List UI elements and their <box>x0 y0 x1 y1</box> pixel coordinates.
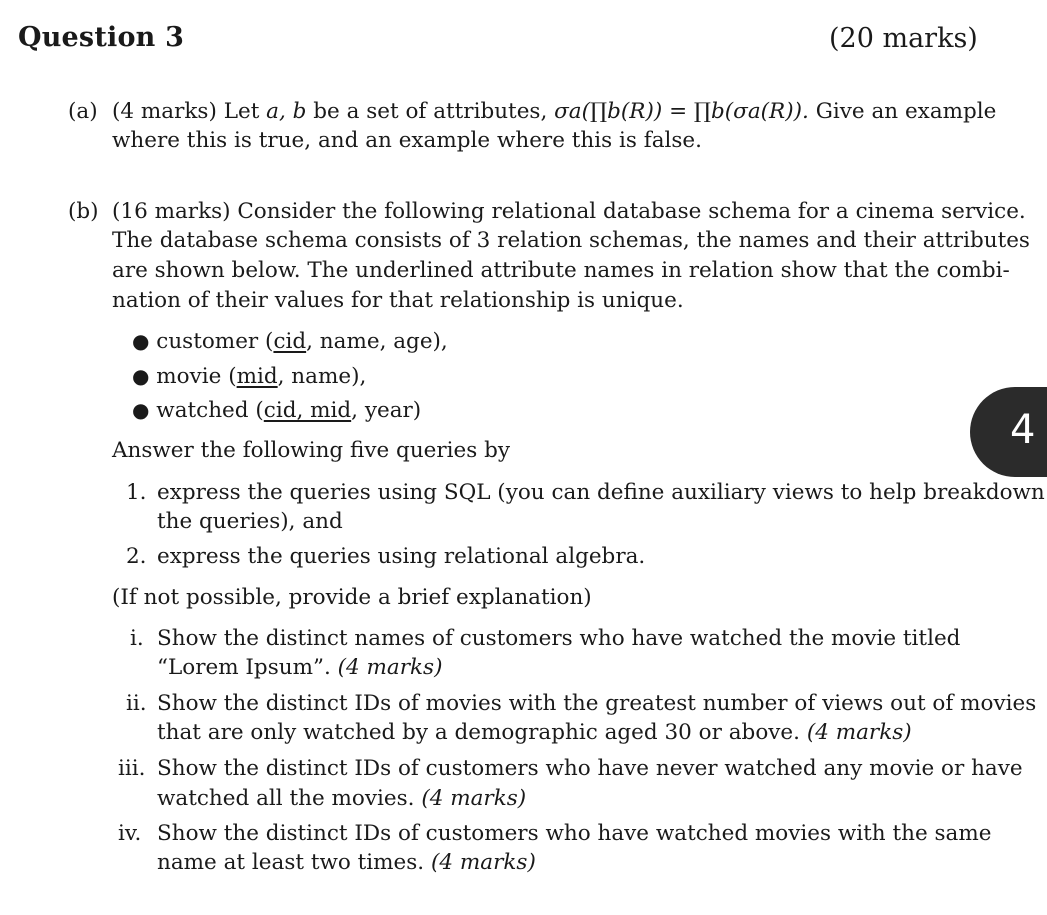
bullet-icon: ● <box>132 364 150 388</box>
schema-movie-name: movie <box>156 364 222 389</box>
page-number-badge[interactable] <box>970 387 1047 477</box>
query-i-text: “Lorem Ipsum”. <box>157 655 331 680</box>
part-a-formula: σa(∏b(R)) = ∏b(σa(R)). <box>554 99 809 124</box>
note-text: (If not possible, provide a brief explanation) <box>112 585 592 610</box>
query-iii-line-2 <box>157 788 526 810</box>
schema-watched-name: watched <box>156 398 249 423</box>
schema-movie-key: mid <box>236 364 278 389</box>
query-iv-marks: (4 marks) <box>431 850 536 875</box>
schema-customer: ● customer (cid, name, age), <box>132 329 448 354</box>
bullet-icon: ● <box>132 398 150 422</box>
part-a-vars: a, b <box>266 99 307 124</box>
query-ii-line-1: Show the distinct IDs of movies with the greatest number of views out of movies <box>157 691 1037 716</box>
method-1-line-1: express the queries using SQL (you can define auxiliary views to help breakdown <box>157 480 1045 505</box>
part-a-marks: (4 marks) <box>112 99 217 124</box>
query-iii-text: watched all the movies. <box>157 786 415 811</box>
query-iv-text: name at least two times. <box>157 850 425 875</box>
part-b-label: (b) <box>68 199 99 224</box>
page-number: 4 <box>1010 407 1036 453</box>
method-2-line-1: express the queries using relational algebra. <box>157 544 646 569</box>
query-i-num: i. <box>130 626 144 651</box>
part-b-line-1-rest: Consider the following relational database schema for a cinema service. <box>237 199 1026 224</box>
query-iv-num: iv. <box>118 821 142 846</box>
method-1-num: 1. <box>126 480 147 505</box>
query-i-line-2 <box>157 657 442 679</box>
part-a-line-2: where this is true, and an example where this is false. <box>112 128 702 153</box>
query-iv-line-1: Show the distinct IDs of customers who have watched movies with the same <box>157 821 992 846</box>
query-iii-line-1: Show the distinct IDs of customers who have never watched any movie or have <box>157 756 1023 781</box>
query-ii-num: ii. <box>126 691 147 716</box>
part-a-text-pre: Let <box>223 99 267 124</box>
schema-customer-key: cid <box>273 329 307 354</box>
query-i-line-1: Show the distinct names of customers who have watched the movie titled <box>157 626 961 651</box>
query-iii-marks: (4 marks) <box>421 786 527 811</box>
question-title: Question 3 <box>18 22 185 53</box>
query-ii-marks: (4 marks) <box>806 720 912 745</box>
part-b-line-1 <box>112 201 1026 223</box>
schema-movie-rest: , name), <box>277 364 367 389</box>
query-iv-line-2 <box>157 852 536 874</box>
method-2-num: 2. <box>126 544 147 569</box>
part-b-line-3: are shown below. The underlined attribute names in relation show that the combi- <box>112 258 1010 283</box>
part-a-text-mid: be a set of attributes, <box>306 99 555 124</box>
part-b-line-2: The database schema consists of 3 relation schemas, the names and their attributes <box>112 228 1030 253</box>
part-b-marks: (16 marks) <box>112 199 231 224</box>
method-1-line-2: the queries), and <box>157 509 343 534</box>
schema-customer-name: customer <box>156 329 259 354</box>
query-ii-text: that are only watched by a demographic aged 30 or above. <box>157 720 800 745</box>
schema-movie: ● movie (mid, name), <box>132 364 367 389</box>
part-b-line-4: nation of their values for that relationship is unique. <box>112 288 684 313</box>
schema-watched: ● watched (cid, mid, year) <box>132 398 422 423</box>
query-ii-line-2 <box>157 722 912 744</box>
part-a-line-1 <box>112 101 996 123</box>
schema-watched-rest: , year) <box>351 398 422 423</box>
answer-intro: Answer the following five queries by <box>112 438 511 463</box>
query-i-marks: (4 marks) <box>337 655 443 680</box>
schema-watched-key: cid, mid <box>263 398 352 423</box>
schema-customer-rest: , name, age), <box>306 329 448 354</box>
question-total-marks: (20 marks) <box>829 23 978 54</box>
bullet-icon: ● <box>132 329 150 353</box>
part-a-text-post: Give an example <box>808 99 997 124</box>
part-a-label: (a) <box>68 99 98 124</box>
query-iii-num: iii. <box>118 756 146 781</box>
